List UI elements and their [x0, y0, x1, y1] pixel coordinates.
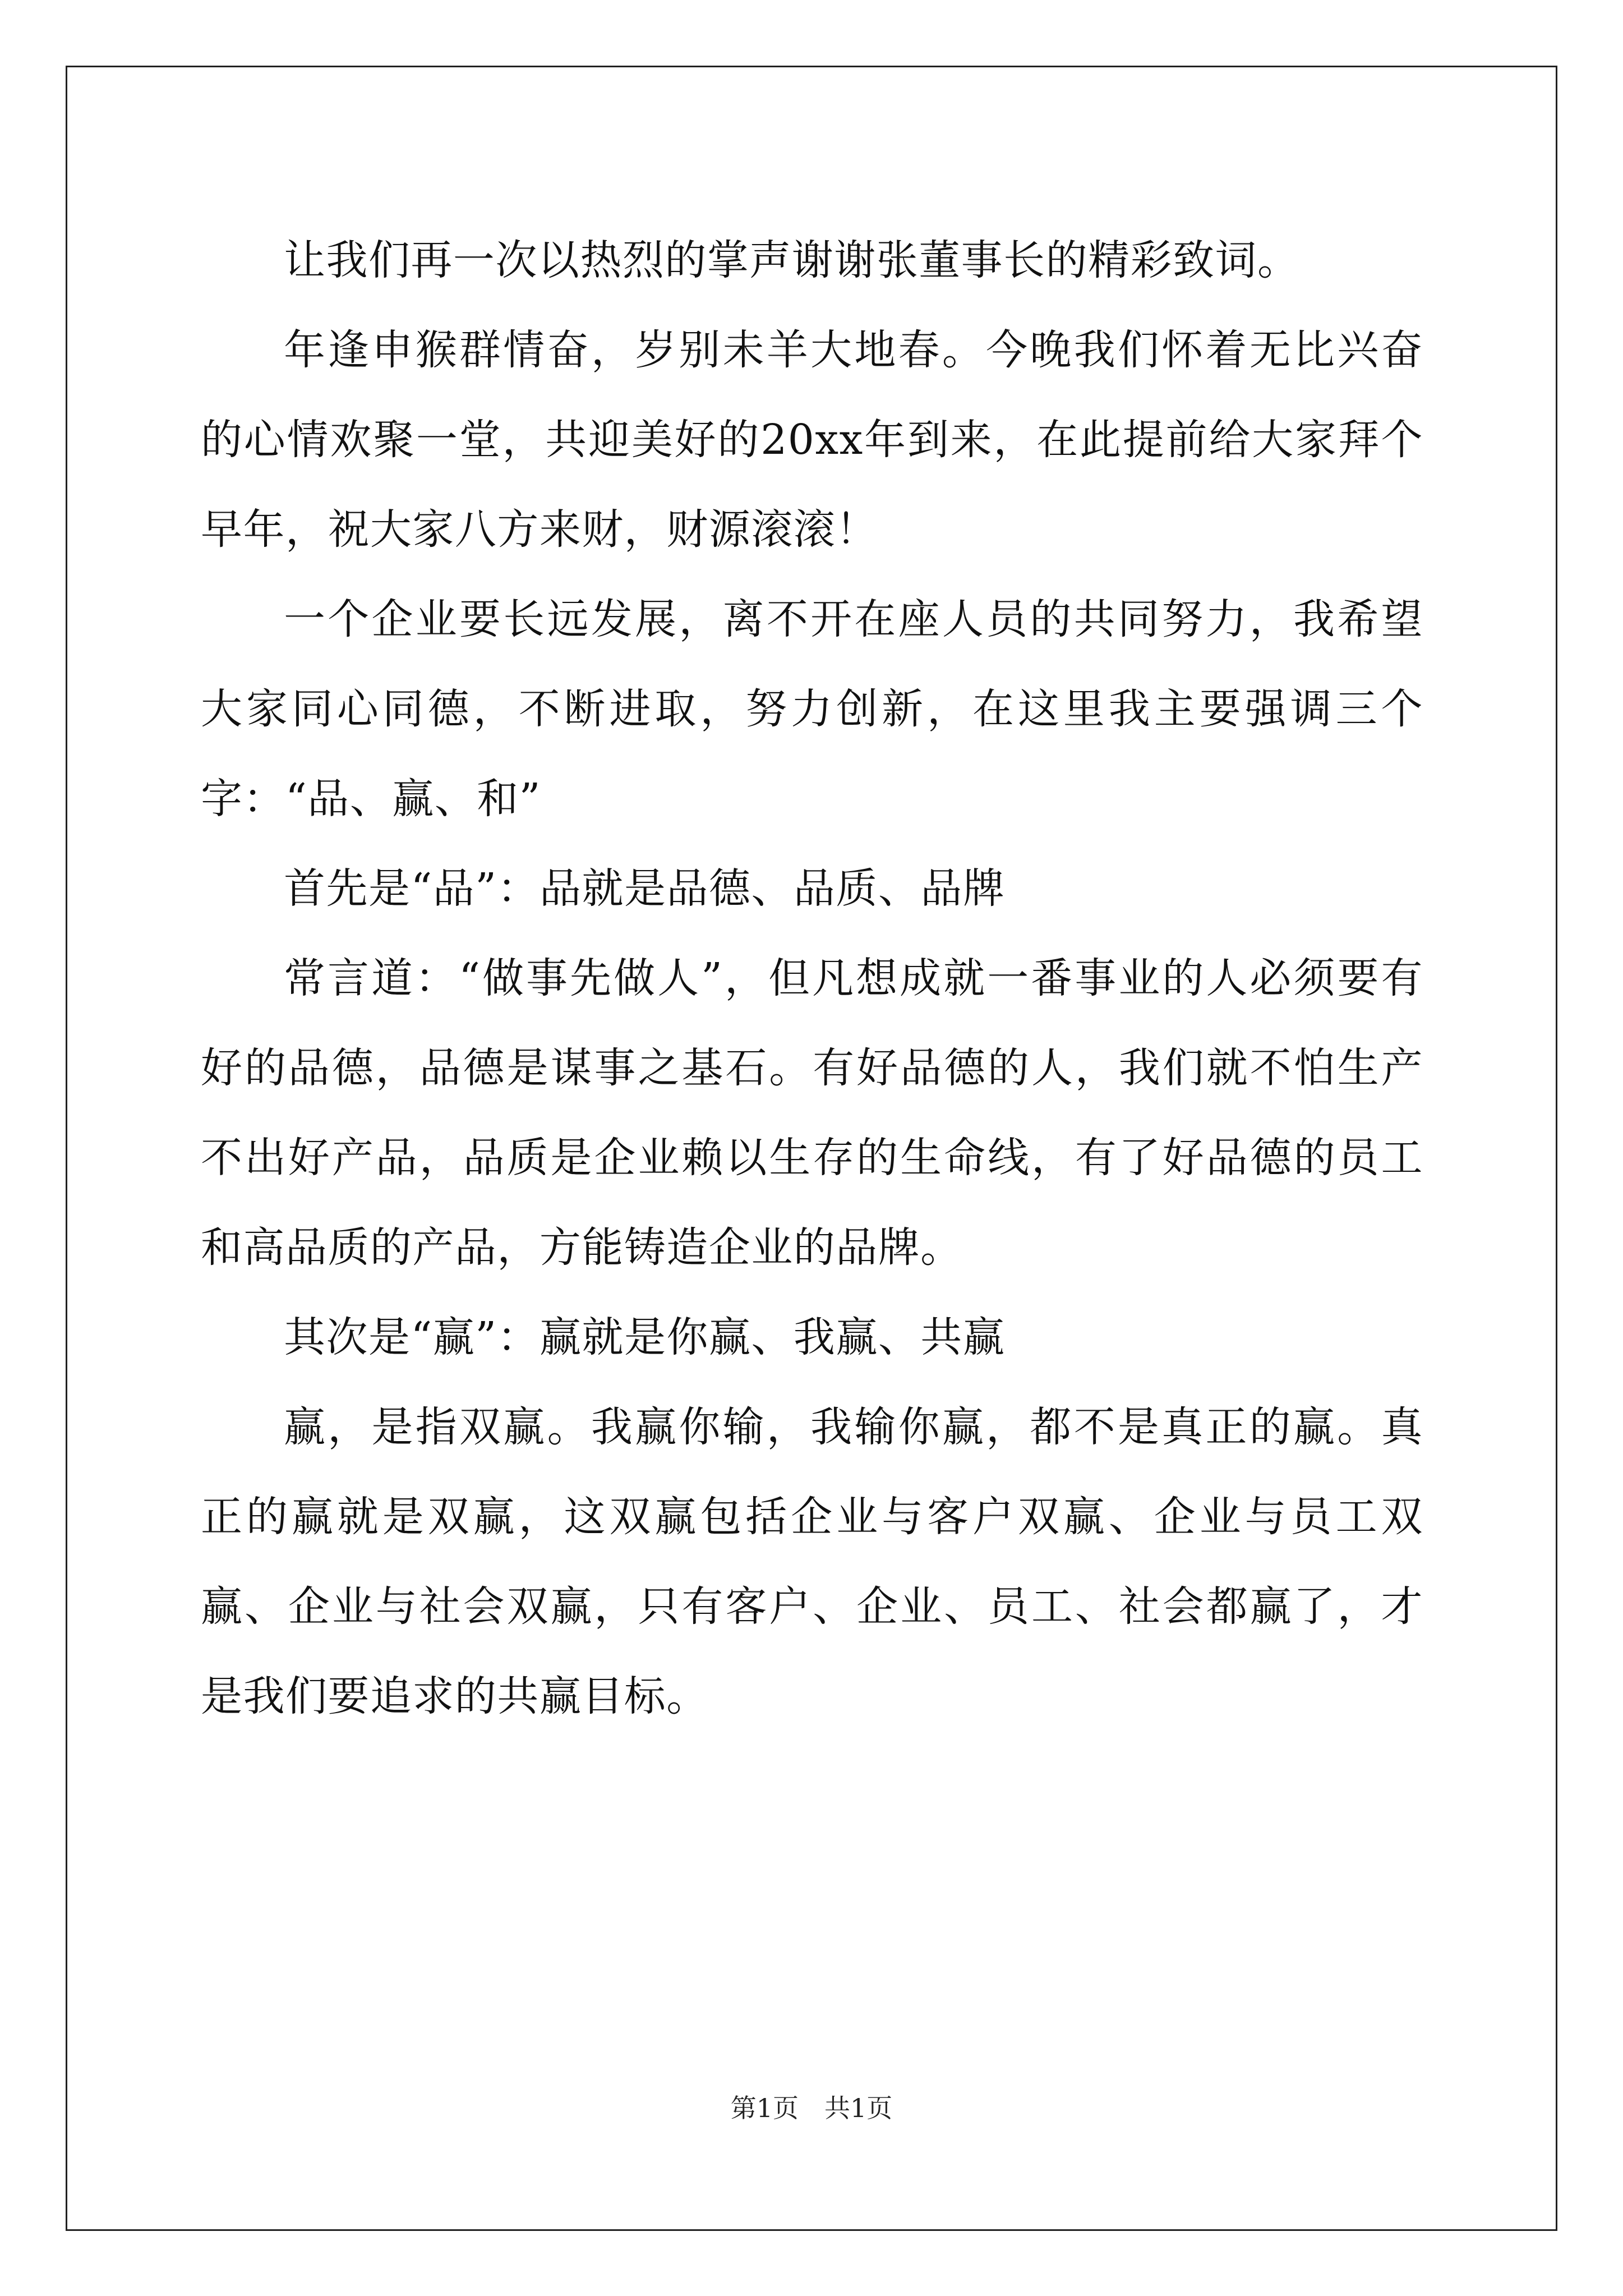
paragraph: 赢，是指双赢。我赢你输，我输你赢，都不是真正的赢。真正的赢就是双赢，这双赢包括企业与客户双赢、企业与员工双赢、企业与社会双赢，只有客户、企业、员工、社会都赢了，才是我们要追求的共赢目标。: [201, 1403, 1423, 1720]
paragraph: 常言道：“做事先做人”，但凡想成就一番事业的人必须要有好的品德，品德是谋事之基石。有好品德的人，我们就不怕生产不出好产品，品质是企业赖以生存的生命线，有了好品德的员工和高品质的产品，方能铸造企业的品牌。: [201, 954, 1423, 1272]
paragraph: 一个企业要长远发展，离不开在座人员的共同努力，我希望大家同心同德，不断进取，努力创新，在这里我主要强调三个字：“品、赢、和”: [201, 595, 1423, 823]
paragraph: 让我们再一次以热烈的掌声谢谢张董事长的精彩致词。: [284, 236, 1300, 284]
document-body: [201, 215, 1423, 1741]
paragraph: 首先是“品”：品就是品德、品质、品牌: [284, 864, 1006, 913]
paragraph: 年逢申猴群情奋，岁别未羊大地春。今晚我们怀着无比兴奋的心情欢聚一堂，共迎美好的20xx年到来，在此提前给大家拜个早年，祝大家八方来财，财源滚滚！: [201, 326, 1423, 554]
paragraph: 其次是“赢”：赢就是你赢、我赢、共赢: [284, 1313, 1006, 1361]
page-number-footer: 第1页 共1页: [730, 2093, 893, 2123]
